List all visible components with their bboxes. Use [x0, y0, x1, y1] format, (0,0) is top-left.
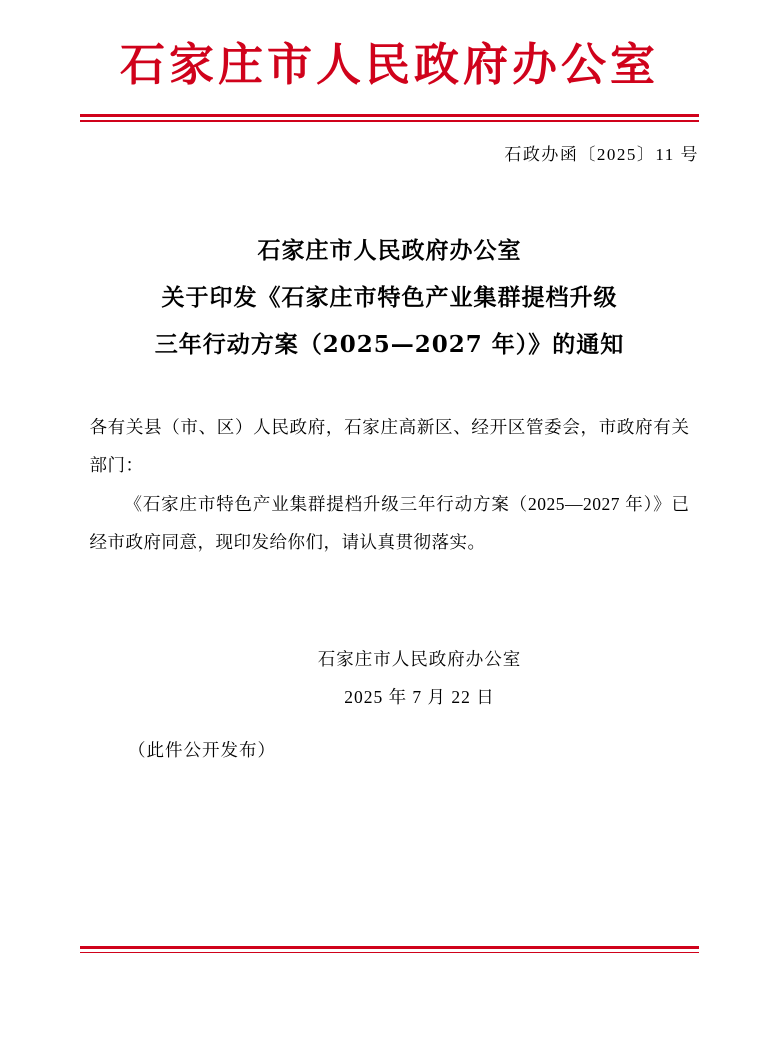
- footer-divider-thin: [80, 952, 699, 954]
- document-title-line-3: 三年行动方案（2025—2027 年）》的通知: [154, 330, 625, 358]
- publication-note: （此件公开发布）: [128, 739, 276, 760]
- body-recipient: 各有关县（市、区）人民政府，石家庄高新区、经开区管委会，市政府有关部门：: [89, 416, 690, 476]
- masthead: [0, 0, 779, 92]
- footer-divider: [80, 946, 699, 954]
- document-title: [80, 227, 699, 368]
- signature-date: 2025 年 7 月 22 日: [344, 687, 495, 708]
- masthead-title: 石家庄市人民政府办公室: [119, 38, 659, 91]
- document-title-line-2: 关于印发《石家庄市特色产业集群提档升级: [161, 283, 618, 311]
- document-number: 石政办函〔2025〕11 号: [504, 144, 699, 164]
- signature-issuer: 石家庄市人民政府办公室: [317, 648, 522, 669]
- signature-block: [80, 640, 699, 717]
- document-body: [90, 408, 690, 562]
- masthead-divider: [80, 114, 699, 122]
- masthead-divider-thin: [80, 120, 699, 122]
- document-title-line-1: 石家庄市人民政府办公室: [257, 236, 522, 264]
- body-paragraph-1: 《石家庄市特色产业集群提档升级三年行动方案（2025—2027 年）》已经市政府同意，现印发给你们，请认真贯彻落实。: [89, 493, 690, 553]
